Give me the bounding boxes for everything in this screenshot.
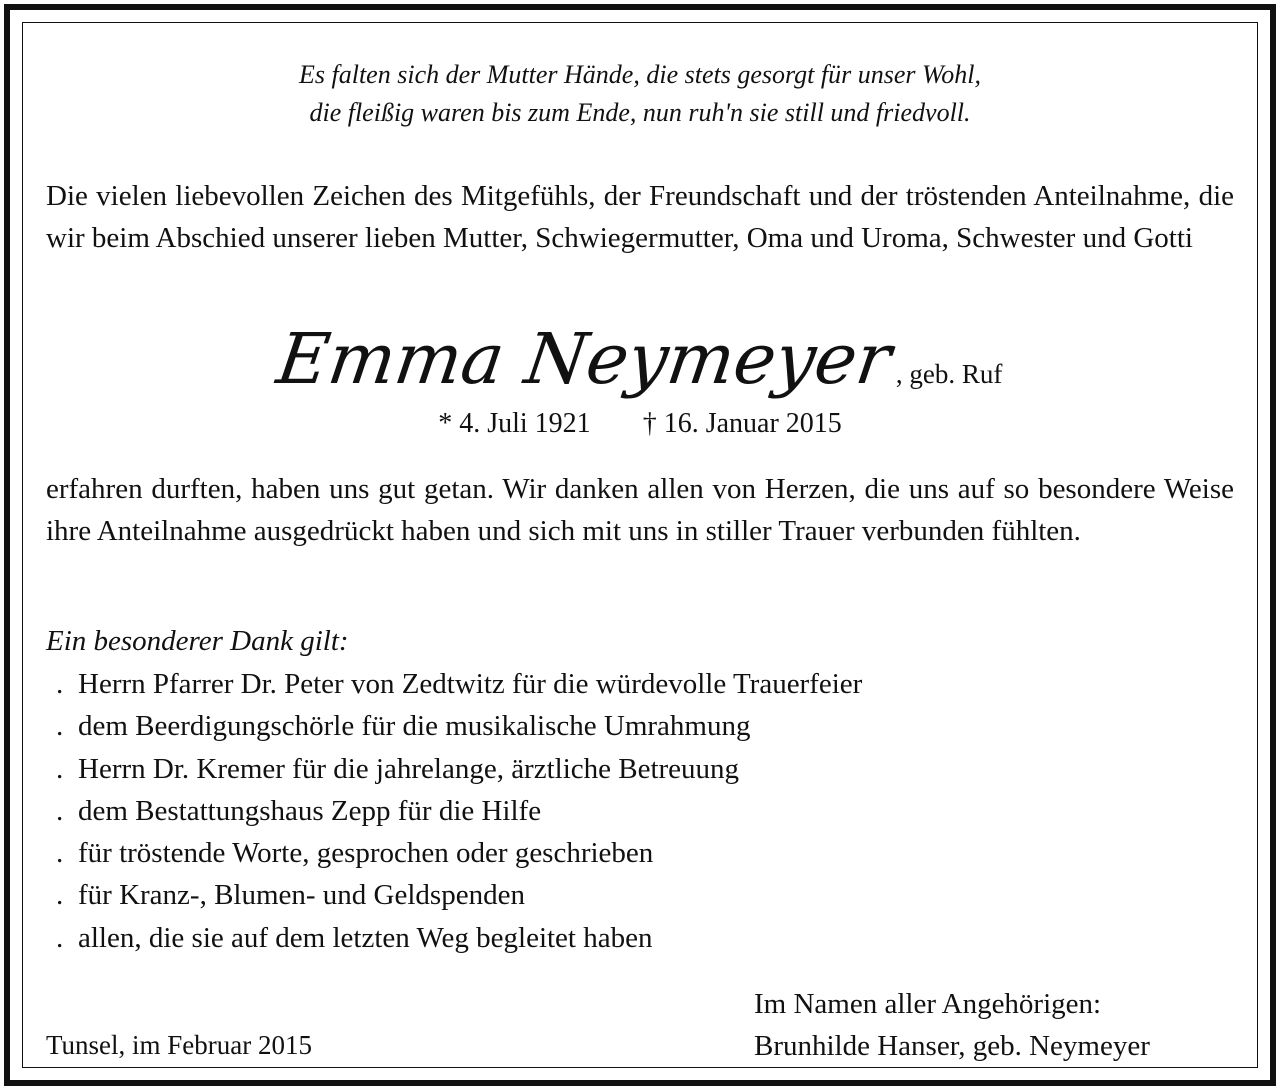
obituary-thanks-notice: [46, 0, 1234, 1090]
memorial-verse: [46, 56, 1234, 132]
thanks-paragraph: erfahren durften, haben uns gut getan. Wir danken allen von Herzen, die uns auf so besondere Weise ihre Anteilnahme ausgedrückt haben und sich mit uns in stiller Trauer verbunden fühlten.: [46, 473, 1234, 547]
bullet-dot: .: [56, 794, 64, 827]
list-item: . Herrn Pfarrer Dr. Peter von Zedtwitz für die würdevolle Trauerfeier: [56, 663, 862, 705]
verse-line-1: Es falten sich der Mutter Hände, die stets gesorgt für unser Wohl,: [299, 60, 981, 89]
bullet-dot: .: [56, 837, 64, 870]
bullet-dot: .: [56, 710, 64, 743]
deceased-name: Emma Neymeyer: [271, 318, 896, 400]
list-item: . Herrn Dr. Kremer für die jahrelange, ärztliche Betreuung: [56, 748, 862, 790]
list-item: . für tröstende Worte, gesprochen oder geschrieben: [56, 832, 862, 874]
life-dates: [46, 404, 1234, 444]
bullet-dot: .: [56, 668, 64, 700]
deceased-name-row: [46, 318, 1234, 400]
place-and-date: Tunsel, im Februar 2015: [46, 1030, 313, 1060]
deceased-birth-name: , geb. Ruf: [895, 359, 1003, 389]
special-thanks-heading: Ein besonderer Dank gilt:: [46, 625, 349, 657]
death-date: † 16. Januar 2015: [642, 408, 842, 439]
intro-paragraph: Die vielen liebevollen Zeichen des Mitgefühls, der Freundschaft und der tröstenden Anteilnahme, die wir beim Abschied unserer lieben Mutter, Schwiegermutter, Oma und Uroma, Schwester und Gotti: [46, 180, 1234, 254]
verse-line-2: die fleißig waren bis zum Ende, nun ruh'n sie still und friedvoll.: [309, 98, 971, 127]
list-item: . allen, die sie auf dem letzten Weg begleitet haben: [56, 917, 862, 959]
signature-intro: Im Namen aller Angehörigen:: [754, 988, 1102, 1020]
signature-block: [754, 983, 1234, 1067]
bullet-dot: .: [56, 921, 64, 954]
bullet-dot: .: [56, 879, 64, 912]
signature-name: Brunhilde Hanser, geb. Neymeyer: [754, 1030, 1150, 1062]
list-item: . dem Beerdigungschörle für die musikalische Umrahmung: [56, 705, 862, 747]
special-thanks-list: [56, 663, 862, 959]
list-item: . für Kranz-, Blumen- und Geldspenden: [56, 874, 862, 916]
birth-date: * 4. Juli 1921: [438, 408, 591, 439]
list-item: . dem Bestattungshaus Zepp für die Hilfe: [56, 790, 862, 832]
bullet-dot: .: [56, 752, 64, 785]
